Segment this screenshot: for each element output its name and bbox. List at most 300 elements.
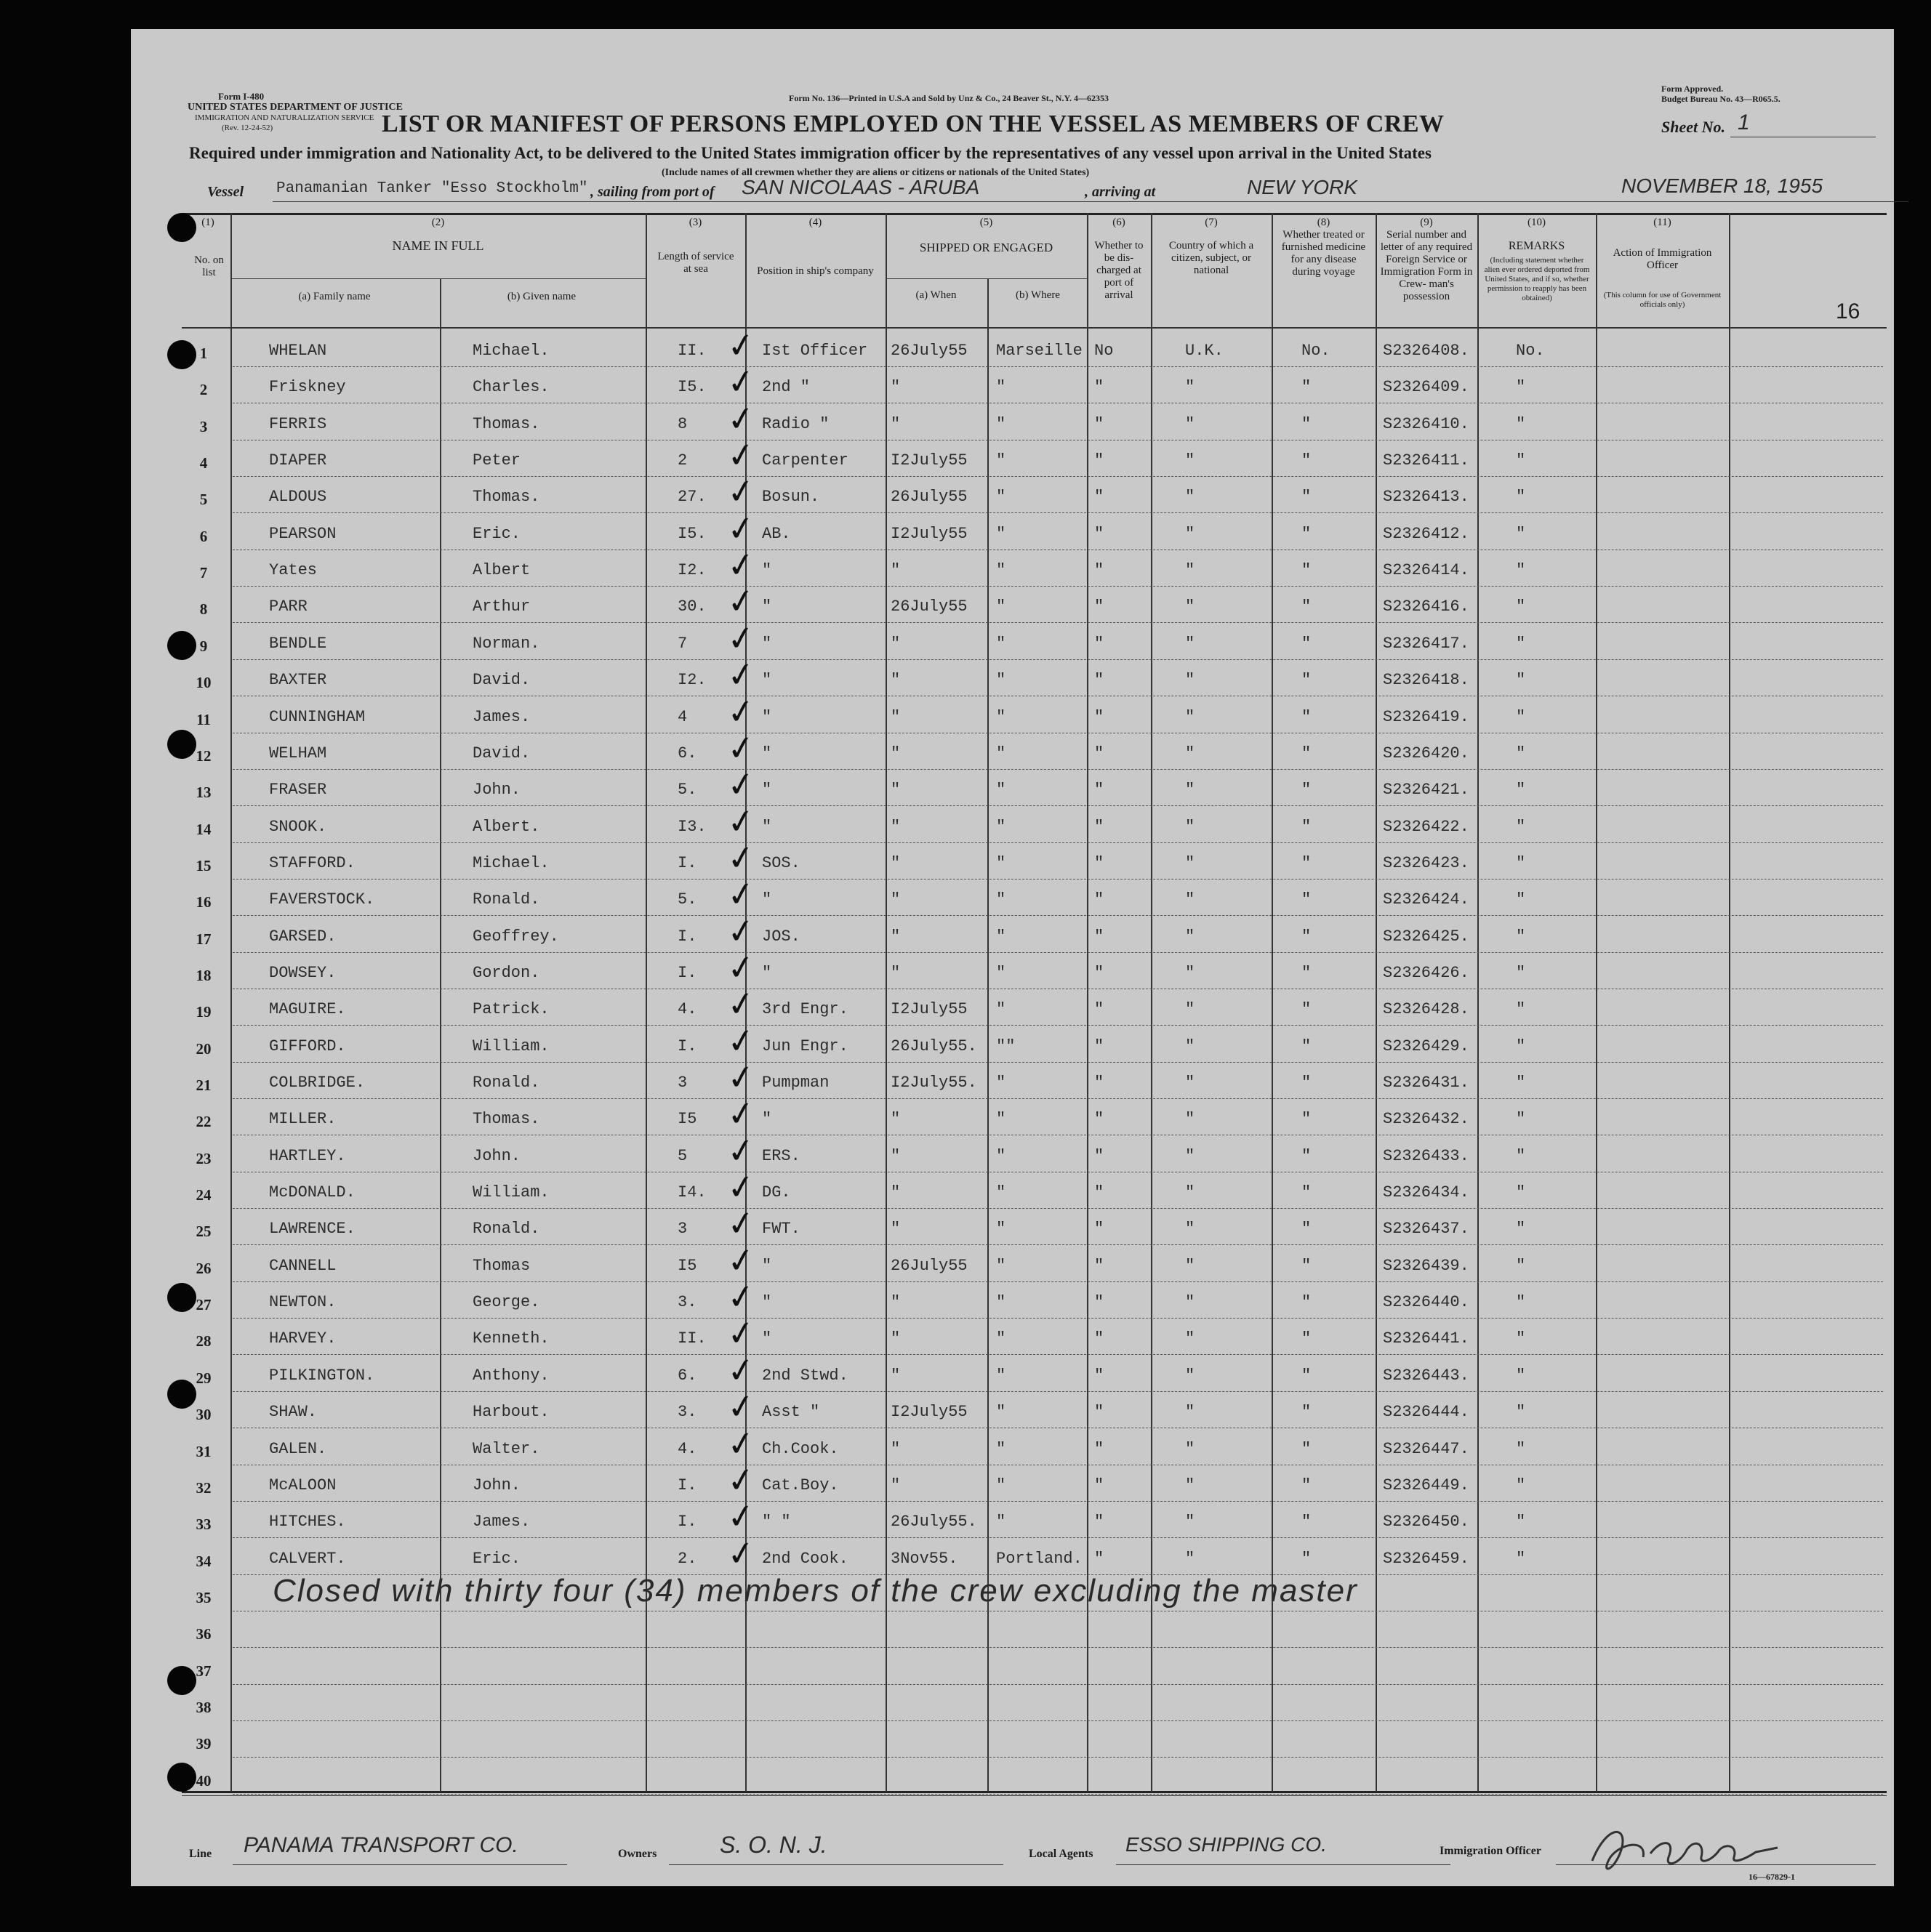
discharge-cell: " bbox=[1094, 1476, 1104, 1494]
check-mark-icon: ✓ bbox=[724, 653, 758, 696]
shipped-when-cell: " bbox=[891, 1439, 901, 1458]
dept-name: UNITED STATES DEPARTMENT OF JUSTICE bbox=[188, 102, 403, 113]
medicine-cell: " bbox=[1301, 1000, 1312, 1019]
shipped-where-cell: " bbox=[996, 853, 1006, 872]
serial-cell: S2326437. bbox=[1383, 1220, 1469, 1239]
discharge-cell: " bbox=[1094, 927, 1104, 946]
remarks-cell: " bbox=[1516, 817, 1526, 836]
row-number: 17 bbox=[196, 930, 212, 948]
shipped-where-cell: Portland. bbox=[996, 1549, 1083, 1568]
arrival-port: NEW YORK bbox=[1247, 176, 1357, 198]
position-cell: FWT. bbox=[762, 1220, 800, 1239]
discharge-cell: " bbox=[1094, 1513, 1104, 1531]
punch-hole bbox=[167, 213, 196, 242]
remarks-cell: " bbox=[1516, 1513, 1526, 1531]
service-length-cell: 4 bbox=[678, 707, 688, 726]
serial-cell: S2326419. bbox=[1383, 707, 1469, 726]
col-no-header: No. on list bbox=[194, 254, 224, 278]
row-number: 4 bbox=[199, 454, 208, 472]
position-cell: Carpenter bbox=[762, 451, 848, 470]
col-given-header: (b) Given name bbox=[507, 291, 577, 302]
remarks-cell: " bbox=[1516, 1000, 1526, 1019]
col-remarks-num: (10) bbox=[1527, 217, 1546, 228]
remarks-cell: " bbox=[1516, 1146, 1526, 1165]
discharge-cell: " bbox=[1094, 890, 1104, 909]
service-length-cell: 6. bbox=[678, 744, 697, 762]
row-number: 15 bbox=[196, 856, 212, 874]
medicine-cell: " bbox=[1301, 1549, 1312, 1568]
check-mark-icon: ✓ bbox=[724, 762, 758, 806]
country-cell: U.K. bbox=[1185, 342, 1224, 360]
shipped-where-cell: " bbox=[996, 963, 1006, 982]
service-length-cell: I5. bbox=[678, 524, 707, 543]
shipped-where-cell: "" bbox=[996, 1037, 1016, 1055]
shipped-where-cell: " bbox=[996, 781, 1006, 800]
shipped-where-cell: " bbox=[996, 1000, 1006, 1019]
shipped-where-cell: " bbox=[996, 1403, 1006, 1422]
check-mark-icon: ✓ bbox=[724, 872, 758, 916]
country-cell: " bbox=[1185, 1256, 1195, 1275]
service-length-cell: 8 bbox=[678, 414, 688, 433]
given-name-cell: Ronald. bbox=[473, 1074, 540, 1092]
serial-cell: S2326431. bbox=[1383, 1074, 1469, 1092]
row-number: 36 bbox=[196, 1625, 212, 1643]
family-name-cell: PARR bbox=[269, 597, 308, 616]
service-length-cell: I. bbox=[678, 853, 697, 872]
family-name-cell: MAGUIRE. bbox=[269, 1000, 346, 1019]
given-name-cell: Anthony. bbox=[473, 1366, 550, 1385]
check-mark-icon: ✓ bbox=[724, 800, 758, 842]
family-name-cell: WHELAN bbox=[269, 342, 327, 360]
discharge-cell: " bbox=[1094, 963, 1104, 982]
country-cell: " bbox=[1185, 1329, 1195, 1348]
agents-label: Local Agents bbox=[1029, 1848, 1093, 1860]
check-mark-icon: ✓ bbox=[724, 1275, 758, 1319]
manifest-sheet bbox=[131, 29, 1894, 1886]
col-remarks-note: (Including statement whether alien ever ordered deported from United States, and if so, whether permission to reapply has been obtained) bbox=[1484, 256, 1590, 302]
country-cell: " bbox=[1185, 1403, 1195, 1422]
given-name-cell: Gordon. bbox=[473, 963, 540, 982]
remarks-cell: " bbox=[1516, 781, 1526, 800]
col-shipped-num: (5) bbox=[979, 217, 993, 228]
page-note: (Include names of all crewmen whether they are aliens or citizens or nationals of the United States) bbox=[662, 167, 1090, 178]
given-name-cell: Michael. bbox=[473, 853, 550, 872]
position-cell: " bbox=[762, 963, 772, 982]
medicine-cell: " bbox=[1301, 1256, 1312, 1275]
arriving-label: , arriving at bbox=[1085, 184, 1156, 200]
given-name-cell: William. bbox=[473, 1183, 550, 1202]
given-name-cell: David. bbox=[473, 671, 531, 690]
row-number: 26 bbox=[196, 1259, 212, 1277]
check-mark-icon: ✓ bbox=[724, 1494, 758, 1538]
check-mark-icon: ✓ bbox=[724, 1092, 758, 1135]
remarks-cell: " bbox=[1516, 524, 1526, 543]
shipped-where-cell: " bbox=[996, 1366, 1006, 1385]
col-country-header: Country of which a citizen, subject, or national bbox=[1168, 240, 1254, 276]
country-cell: " bbox=[1185, 890, 1195, 909]
shipped-where-cell: " bbox=[996, 1256, 1006, 1275]
form-revision: (Rev. 12-24-52) bbox=[222, 124, 273, 132]
medicine-cell: " bbox=[1301, 1074, 1312, 1092]
serial-cell: S2326440. bbox=[1383, 1293, 1469, 1312]
serial-cell: S2326434. bbox=[1383, 1183, 1469, 1202]
country-cell: " bbox=[1185, 1549, 1195, 1568]
discharge-cell: " bbox=[1094, 1256, 1104, 1275]
given-name-cell: Thomas. bbox=[473, 414, 540, 433]
shipped-where-cell: " bbox=[996, 414, 1006, 433]
sheet-label: Sheet No. bbox=[1661, 118, 1725, 136]
punch-hole bbox=[167, 1380, 196, 1409]
position-cell: DG. bbox=[762, 1183, 791, 1202]
discharge-cell: " bbox=[1094, 524, 1104, 543]
row-number: 37 bbox=[196, 1662, 212, 1680]
service-length-cell: 5. bbox=[678, 781, 697, 800]
given-name-cell: Arthur bbox=[473, 597, 531, 616]
col-action-note: (This column for use of Government officials only) bbox=[1603, 291, 1722, 309]
medicine-cell: " bbox=[1301, 1439, 1312, 1458]
discharge-cell: " bbox=[1094, 414, 1104, 433]
medicine-cell: " bbox=[1301, 671, 1312, 690]
shipped-when-cell: " bbox=[891, 1183, 901, 1202]
service-length-cell: I4. bbox=[678, 1183, 707, 1202]
serial-cell: S2326413. bbox=[1383, 488, 1469, 507]
medicine-cell: " bbox=[1301, 707, 1312, 726]
row-number: 30 bbox=[196, 1406, 212, 1424]
check-mark-icon: ✓ bbox=[724, 580, 758, 623]
shipped-where-cell: " bbox=[996, 927, 1006, 946]
col-country-num: (7) bbox=[1205, 217, 1218, 228]
shipped-where-cell: " bbox=[996, 1513, 1006, 1531]
remarks-cell: " bbox=[1516, 378, 1526, 397]
service-length-cell: I. bbox=[678, 1513, 697, 1531]
serial-cell: S2326420. bbox=[1383, 744, 1469, 762]
check-mark-icon: ✓ bbox=[724, 690, 758, 733]
discharge-cell: " bbox=[1094, 378, 1104, 397]
remarks-cell: " bbox=[1516, 744, 1526, 762]
owners-name: S. O. N. J. bbox=[720, 1832, 827, 1858]
service-length-cell: 3 bbox=[678, 1074, 688, 1092]
given-name-cell: Albert. bbox=[473, 817, 540, 836]
discharge-cell: " bbox=[1094, 1403, 1104, 1422]
shipped-where-cell: " bbox=[996, 890, 1006, 909]
check-mark-icon: ✓ bbox=[724, 1239, 758, 1282]
remarks-cell: " bbox=[1516, 671, 1526, 690]
country-cell: " bbox=[1185, 1476, 1195, 1494]
position-cell: Radio " bbox=[762, 414, 830, 433]
medicine-cell: " bbox=[1301, 1037, 1312, 1055]
col-shipped-header: SHIPPED OR ENGAGED bbox=[919, 241, 1053, 254]
medicine-cell: " bbox=[1301, 1513, 1312, 1531]
serial-cell: S2326421. bbox=[1383, 781, 1469, 800]
remarks-cell: " bbox=[1516, 1256, 1526, 1275]
check-mark-icon: ✓ bbox=[724, 1385, 758, 1428]
check-mark-icon: ✓ bbox=[724, 1202, 758, 1245]
remarks-cell: " bbox=[1516, 963, 1526, 982]
serial-cell: S2326423. bbox=[1383, 853, 1469, 872]
discharge-cell: " bbox=[1094, 707, 1104, 726]
serial-cell: S2326450. bbox=[1383, 1513, 1469, 1531]
serial-cell: S2326425. bbox=[1383, 927, 1469, 946]
row-number: 2 bbox=[199, 381, 208, 399]
row-number: 8 bbox=[199, 600, 208, 619]
shipped-when-cell: " bbox=[891, 744, 901, 762]
family-name-cell: McALOON bbox=[269, 1476, 337, 1494]
shipped-where-cell: " bbox=[996, 1183, 1006, 1202]
sheet-number: 1 bbox=[1738, 110, 1750, 134]
row-number: 19 bbox=[196, 1003, 212, 1021]
row-number: 7 bbox=[199, 564, 208, 582]
family-name-cell: SHAW. bbox=[269, 1403, 318, 1422]
check-mark-icon: ✓ bbox=[724, 1348, 758, 1392]
row-number: 10 bbox=[196, 674, 212, 692]
country-cell: " bbox=[1185, 414, 1195, 433]
serial-cell: S2326426. bbox=[1383, 963, 1469, 982]
row-number: 34 bbox=[196, 1552, 212, 1570]
page-subtitle: Required under immigration and Nationality Act, to be delivered to the United States immigration officer by the representatives of any vessel upon arrival in the United States bbox=[189, 144, 1432, 162]
serial-cell: S2326447. bbox=[1383, 1439, 1469, 1458]
shipped-when-cell: 26July55. bbox=[891, 1037, 977, 1055]
shipped-where-cell: " bbox=[996, 817, 1006, 836]
stamp-number: 16 bbox=[1836, 299, 1860, 323]
serial-cell: S2326443. bbox=[1383, 1366, 1469, 1385]
given-name-cell: Eric. bbox=[473, 1549, 521, 1568]
discharge-cell: " bbox=[1094, 1000, 1104, 1019]
shipped-where-cell: " bbox=[996, 707, 1006, 726]
remarks-cell: " bbox=[1516, 1329, 1526, 1348]
family-name-cell: NEWTON. bbox=[269, 1293, 337, 1312]
medicine-cell: " bbox=[1301, 927, 1312, 946]
col-discharge-num: (6) bbox=[1112, 217, 1125, 228]
check-mark-icon: ✓ bbox=[724, 1129, 758, 1172]
shipped-where-cell: " bbox=[996, 597, 1006, 616]
row-number: 25 bbox=[196, 1223, 212, 1241]
serial-cell: S2326424. bbox=[1383, 890, 1469, 909]
country-cell: " bbox=[1185, 853, 1195, 872]
remarks-cell: " bbox=[1516, 488, 1526, 507]
position-cell: ERS. bbox=[762, 1146, 800, 1165]
serial-cell: S2326432. bbox=[1383, 1110, 1469, 1129]
given-name-cell: John. bbox=[473, 1476, 521, 1494]
position-cell: Ch.Cook. bbox=[762, 1439, 839, 1458]
discharge-cell: " bbox=[1094, 1146, 1104, 1165]
position-cell: Pumpman bbox=[762, 1074, 830, 1092]
shipped-where-cell: " bbox=[996, 1329, 1006, 1348]
shipped-when-cell: " bbox=[891, 561, 901, 580]
shipped-when-cell: " bbox=[891, 1220, 901, 1239]
col-position-num: (4) bbox=[808, 217, 822, 228]
remarks-cell: " bbox=[1516, 1037, 1526, 1055]
discharge-cell: " bbox=[1094, 1366, 1104, 1385]
country-cell: " bbox=[1185, 451, 1195, 470]
discharge-cell: " bbox=[1094, 488, 1104, 507]
service-length-cell: I. bbox=[678, 1037, 697, 1055]
col-serial-num: (9) bbox=[1420, 217, 1433, 228]
discharge-cell: " bbox=[1094, 1329, 1104, 1348]
given-name-cell: Charles. bbox=[473, 378, 550, 397]
row-number: 38 bbox=[196, 1698, 212, 1716]
shipped-when-cell: " bbox=[891, 1110, 901, 1129]
shipped-when-cell: " bbox=[891, 890, 901, 909]
shipped-where-cell: " bbox=[996, 451, 1006, 470]
check-mark-icon: ✓ bbox=[724, 982, 758, 1026]
shipped-when-cell: I2July55 bbox=[891, 1403, 968, 1422]
country-cell: " bbox=[1185, 1220, 1195, 1239]
service-length-cell: 7 bbox=[678, 634, 688, 653]
service-length-cell: II. bbox=[678, 1329, 707, 1348]
remarks-cell: " bbox=[1516, 561, 1526, 580]
line-label: Line bbox=[189, 1848, 212, 1860]
row-number: 13 bbox=[196, 784, 212, 802]
position-cell: " bbox=[762, 817, 772, 836]
serial-cell: S2326414. bbox=[1383, 561, 1469, 580]
given-name-cell: Patrick. bbox=[473, 1000, 550, 1019]
punch-hole bbox=[167, 1763, 196, 1792]
medicine-cell: " bbox=[1301, 1476, 1312, 1494]
shipped-when-cell: " bbox=[891, 1146, 901, 1165]
service-length-cell: I3. bbox=[678, 817, 707, 836]
shipped-when-cell: 26July55 bbox=[891, 1256, 968, 1275]
shipped-when-cell: " bbox=[891, 671, 901, 690]
medicine-cell: " bbox=[1301, 1329, 1312, 1348]
shipped-when-cell: " bbox=[891, 853, 901, 872]
family-name-cell: HARVEY. bbox=[269, 1329, 337, 1348]
row-number: 32 bbox=[196, 1478, 212, 1497]
shipped-when-cell: " bbox=[891, 781, 901, 800]
shipped-when-cell: I2July55 bbox=[891, 451, 968, 470]
medicine-cell: " bbox=[1301, 963, 1312, 982]
col-family-header: (a) Family name bbox=[298, 291, 371, 302]
remarks-cell: " bbox=[1516, 927, 1526, 946]
row-number: 1 bbox=[199, 345, 208, 362]
shipped-when-cell: " bbox=[891, 817, 901, 836]
family-name-cell: STAFFORD. bbox=[269, 853, 356, 872]
check-mark-icon: ✓ bbox=[724, 397, 758, 440]
country-cell: " bbox=[1185, 1037, 1195, 1055]
country-cell: " bbox=[1185, 1110, 1195, 1129]
discharge-cell: " bbox=[1094, 1439, 1104, 1458]
medicine-cell: " bbox=[1301, 524, 1312, 543]
family-name-cell: PEARSON bbox=[269, 524, 337, 543]
form-number: Form I-480 bbox=[218, 91, 265, 102]
position-cell: 2nd Stwd. bbox=[762, 1366, 848, 1385]
family-name-cell: ALDOUS bbox=[269, 488, 327, 507]
shipped-when-cell: " bbox=[891, 1476, 901, 1494]
given-name-cell: Thomas bbox=[473, 1256, 531, 1275]
remarks-cell: " bbox=[1516, 597, 1526, 616]
discharge-cell: " bbox=[1094, 744, 1104, 762]
country-cell: " bbox=[1185, 1146, 1195, 1165]
country-cell: " bbox=[1185, 1183, 1195, 1202]
service-length-cell: I5. bbox=[678, 378, 707, 397]
service-length-cell: 5 bbox=[678, 1146, 688, 1165]
serial-cell: S2326429. bbox=[1383, 1037, 1469, 1055]
medicine-cell: " bbox=[1301, 488, 1312, 507]
given-name-cell: John. bbox=[473, 1146, 521, 1165]
shipped-when-cell: 26July55 bbox=[891, 488, 968, 507]
sailing-port: SAN NICOLAAS - ARUBA bbox=[742, 176, 980, 198]
remarks-cell: " bbox=[1516, 1476, 1526, 1494]
shipped-when-cell: " bbox=[891, 963, 901, 982]
serial-cell: S2326417. bbox=[1383, 634, 1469, 653]
col-medicine-num: (8) bbox=[1317, 217, 1330, 228]
vessel-name: Panamanian Tanker "Esso Stockholm" bbox=[276, 180, 588, 197]
check-mark-icon: ✓ bbox=[724, 1312, 758, 1355]
position-cell: " bbox=[762, 634, 772, 653]
service-length-cell: I. bbox=[678, 927, 697, 946]
medicine-cell: " bbox=[1301, 561, 1312, 580]
medicine-cell: " bbox=[1301, 634, 1312, 653]
medicine-cell: " bbox=[1301, 1183, 1312, 1202]
check-mark-icon: ✓ bbox=[724, 1422, 758, 1465]
shipped-where-cell: " bbox=[996, 524, 1006, 543]
family-name-cell: Yates bbox=[269, 561, 318, 580]
country-cell: " bbox=[1185, 963, 1195, 982]
given-name-cell: Peter bbox=[473, 451, 521, 470]
discharge-cell: No bbox=[1094, 342, 1114, 360]
country-cell: " bbox=[1185, 488, 1195, 507]
serial-cell: S2326408. bbox=[1383, 342, 1469, 360]
family-name-cell: Friskney bbox=[269, 378, 346, 397]
country-cell: " bbox=[1185, 781, 1195, 800]
shipped-when-cell: I2July55 bbox=[891, 524, 968, 543]
col-when-header: (a) When bbox=[915, 289, 957, 301]
medicine-cell: " bbox=[1301, 451, 1312, 470]
country-cell: " bbox=[1185, 1293, 1195, 1312]
remarks-cell: " bbox=[1516, 890, 1526, 909]
check-mark-icon: ✓ bbox=[724, 323, 758, 367]
discharge-cell: " bbox=[1094, 1037, 1104, 1055]
serial-cell: S2326449. bbox=[1383, 1476, 1469, 1494]
service-length-cell: 3. bbox=[678, 1403, 697, 1422]
service-length-cell: I. bbox=[678, 963, 697, 982]
check-mark-icon: ✓ bbox=[724, 360, 758, 403]
shipped-when-cell: " bbox=[891, 1329, 901, 1348]
shipped-where-cell: " bbox=[996, 1146, 1006, 1165]
given-name-cell: Thomas. bbox=[473, 488, 540, 507]
discharge-cell: " bbox=[1094, 634, 1104, 653]
shipped-when-cell: 3Nov55. bbox=[891, 1549, 958, 1568]
medicine-cell: " bbox=[1301, 378, 1312, 397]
country-cell: " bbox=[1185, 597, 1195, 616]
position-cell: Bosun. bbox=[762, 488, 820, 507]
check-mark-icon: ✓ bbox=[724, 836, 758, 880]
serial-cell: S2326433. bbox=[1383, 1146, 1469, 1165]
check-mark-icon: ✓ bbox=[724, 909, 758, 953]
shipped-where-cell: " bbox=[996, 1439, 1006, 1458]
col-medicine-header: Whether treated or furnished medicine for any disease during voyage bbox=[1281, 229, 1366, 278]
shipped-where-cell: " bbox=[996, 744, 1006, 762]
shipped-when-cell: " bbox=[891, 634, 901, 653]
position-cell: " " bbox=[762, 1513, 791, 1531]
remarks-cell: " bbox=[1516, 1439, 1526, 1458]
family-name-cell: DOWSEY. bbox=[269, 963, 337, 982]
service-length-cell: I5 bbox=[678, 1256, 697, 1275]
family-name-cell: CANNELL bbox=[269, 1256, 337, 1275]
medicine-cell: " bbox=[1301, 853, 1312, 872]
given-name-cell: William. bbox=[473, 1037, 550, 1055]
given-name-cell: Harbout. bbox=[473, 1403, 550, 1422]
position-cell: " bbox=[762, 671, 772, 690]
printer-line: Form No. 136—Printed in U.S.A and Sold by Unz & Co., 24 Beaver St., N.Y. 4—62353 bbox=[789, 93, 1109, 103]
remarks-cell: " bbox=[1516, 1293, 1526, 1312]
given-name-cell: Kenneth. bbox=[473, 1329, 550, 1348]
shipped-where-cell: " bbox=[996, 1110, 1006, 1129]
remarks-cell: " bbox=[1516, 1403, 1526, 1422]
given-name-cell: Ronald. bbox=[473, 1220, 540, 1239]
remarks-cell: " bbox=[1516, 1366, 1526, 1385]
service-length-cell: I2. bbox=[678, 671, 707, 690]
row-number: 21 bbox=[196, 1076, 212, 1094]
